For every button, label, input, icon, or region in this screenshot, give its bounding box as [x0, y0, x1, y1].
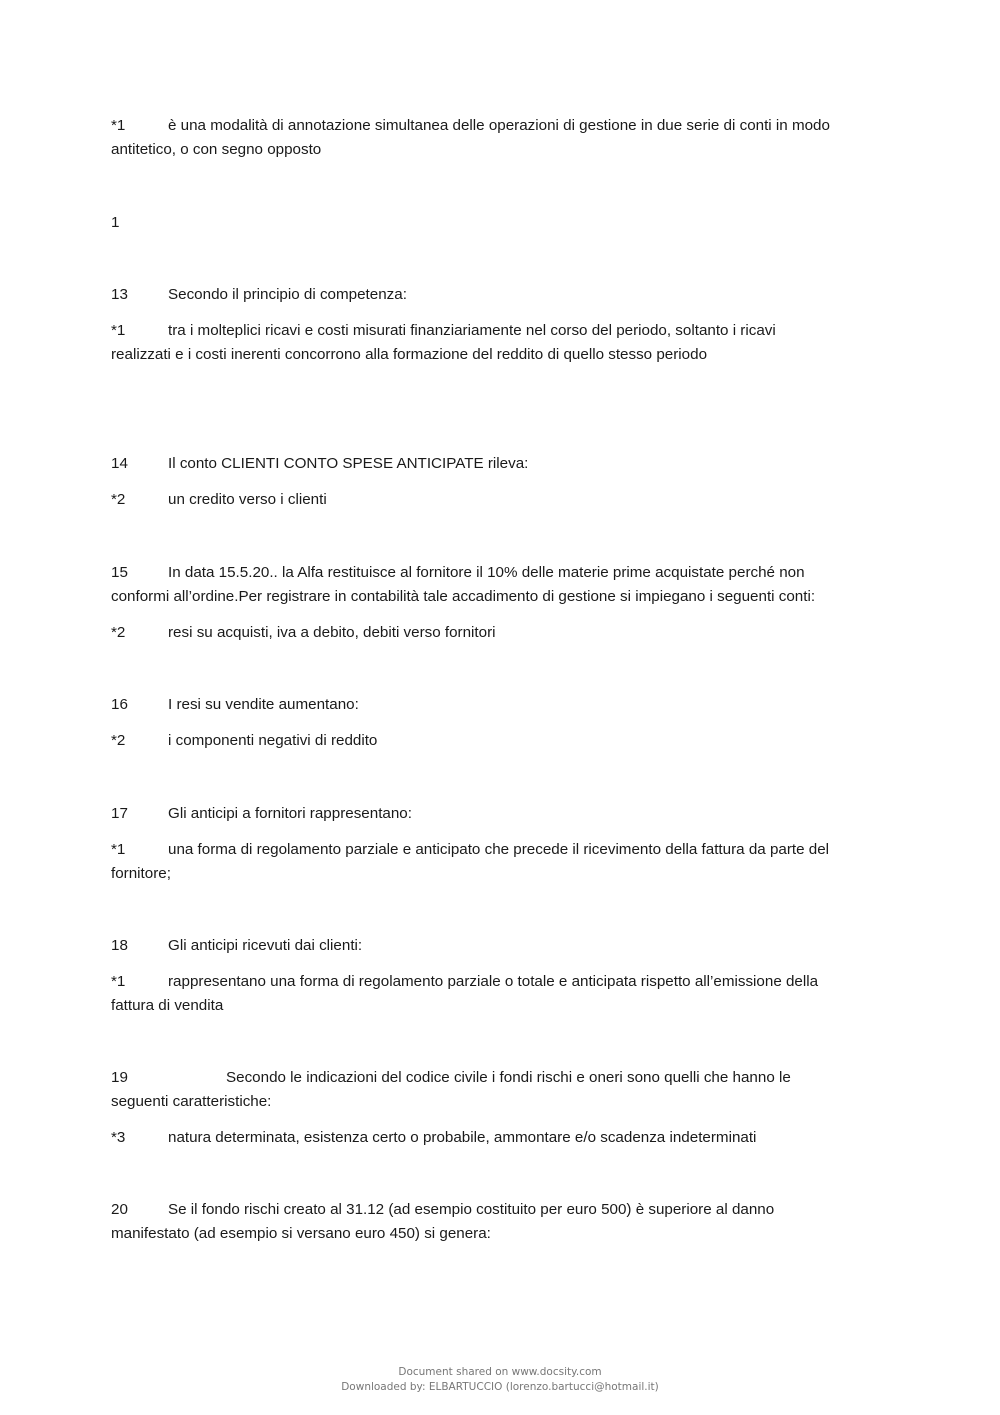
answer-marker: *2 [111, 491, 126, 508]
footer-shared-on: Document shared on www.docsity.com [398, 1366, 602, 1378]
answer-marker: *2 [111, 732, 126, 749]
question-line [111, 283, 901, 307]
answer-line [111, 838, 901, 862]
answer-text: una forma di regolamento parziale e anticipato che precede il ricevimento della fattura da parte del [168, 841, 830, 858]
question-text: Gli anticipi a fornitori rappresentano: [168, 805, 412, 822]
question-number: 20 [111, 1201, 128, 1218]
answer-continuation: fattura di vendita [111, 997, 224, 1014]
answer-text: è una modalità di annotazione simultanea delle operazioni di gestione in due serie di conti in modo [168, 117, 830, 134]
question-line [111, 934, 901, 958]
answer-text: un credito verso i clienti [168, 491, 327, 508]
answer-text: resi su acquisti, iva a debito, debiti verso fornitori [168, 624, 496, 641]
answer-line [111, 970, 901, 994]
answer-marker: *3 [111, 1129, 126, 1146]
answer-marker: *1 [111, 117, 126, 134]
answer-line [111, 114, 901, 138]
question-continuation: manifestato (ad esempio si versano euro 450) si genera: [111, 1225, 491, 1242]
question-number: 16 [111, 696, 128, 713]
question-text: In data 15.5.20.. la Alfa restituisce al fornitore il 10% delle materie prime acquistate perché non [168, 564, 805, 581]
answer-marker: *2 [111, 624, 126, 641]
answer-continuation: fornitore; [111, 865, 171, 882]
question-line [111, 452, 901, 476]
question-text: Secondo le indicazioni del codice civile i fondi rischi e oneri sono quelli che hanno le [226, 1069, 791, 1086]
question-number: 14 [111, 455, 128, 472]
answer-line [111, 621, 901, 645]
answer-marker: *1 [111, 322, 126, 339]
question-line [111, 1198, 901, 1222]
answer-continuation: antitetico, o con segno opposto [111, 141, 322, 158]
question-number: 19 [111, 1069, 128, 1086]
question-number: 17 [111, 805, 128, 822]
question-text: Se il fondo rischi creato al 31.12 (ad esempio costituito per euro 500) è superiore al danno [168, 1201, 775, 1218]
answer-line [111, 729, 901, 753]
question-line [111, 693, 901, 717]
question-text: Il conto CLIENTI CONTO SPESE ANTICIPATE rileva: [168, 455, 529, 472]
question-line [111, 802, 901, 826]
question-number: 18 [111, 937, 128, 954]
answer-marker: *1 [111, 973, 126, 990]
question-line [111, 561, 901, 585]
question-continuation: seguenti caratteristiche: [111, 1093, 272, 1110]
question-number: 15 [111, 564, 128, 581]
answer-marker: *1 [111, 841, 126, 858]
answer-text: rappresentano una forma di regolamento parziale o totale e anticipata rispetto all’emissione della [168, 973, 819, 990]
answer-line [111, 488, 901, 512]
answer-text: natura determinata, esistenza certo o probabile, ammontare e/o scadenza indeterminati [168, 1129, 757, 1146]
answer-line [111, 319, 901, 343]
question-text: Gli anticipi ricevuti dai clienti: [168, 937, 363, 954]
answer-continuation: realizzati e i costi inerenti concorrono alla formazione del reddito di quello stesso periodo [111, 346, 708, 363]
question-line [111, 1066, 901, 1090]
answer-text: i componenti negativi di reddito [168, 732, 378, 749]
question-number: 13 [111, 286, 128, 303]
answer-text: tra i molteplici ricavi e costi misurati finanziariamente nel corso del periodo, soltanto i ricavi [168, 322, 776, 339]
page-number-text [111, 211, 901, 235]
footer-downloaded-by: Downloaded by: ELBARTUCCIO (lorenzo.bartucci@hotmail.it) [341, 1381, 659, 1393]
answer-line [111, 1126, 901, 1150]
item-number: 1 [111, 214, 120, 231]
question-text: Secondo il principio di competenza: [168, 286, 407, 303]
question-text: I resi su vendite aumentano: [168, 696, 359, 713]
question-continuation: conformi all’ordine.Per registrare in contabilità tale accadimento di gestione si impiegano i seguenti conti: [111, 588, 816, 605]
